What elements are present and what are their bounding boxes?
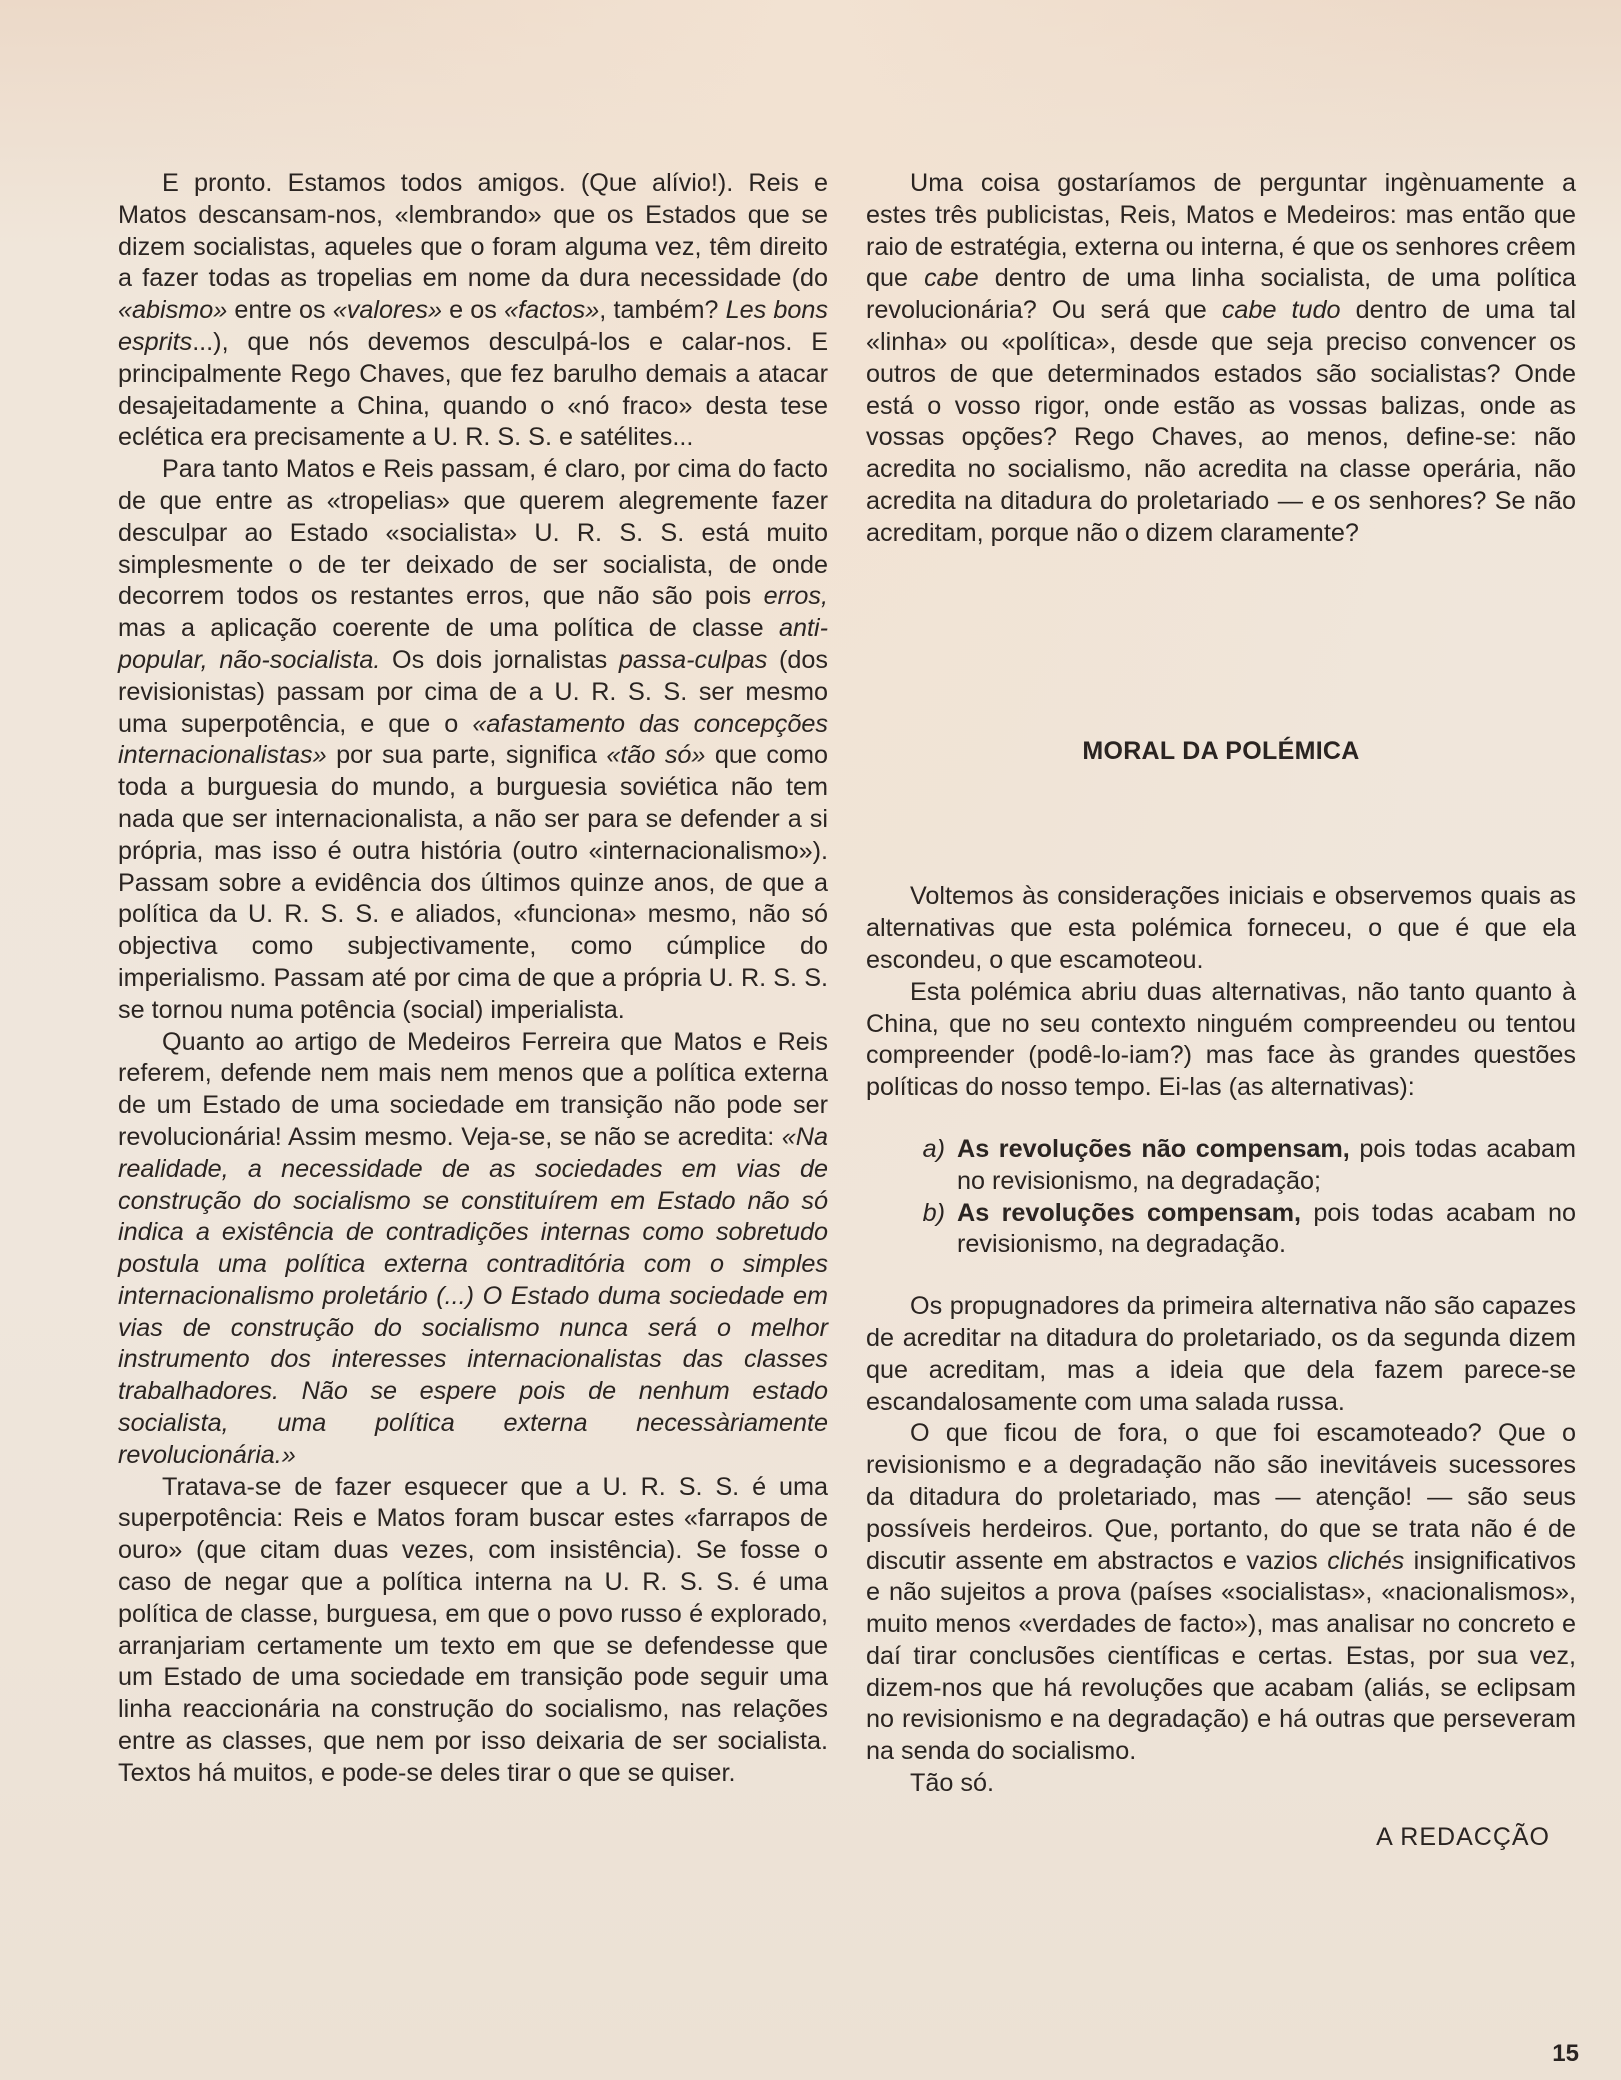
page-number: 15: [1552, 2040, 1579, 2067]
right-column: [866, 168, 1576, 1854]
alternatives-list: [866, 1134, 1576, 1261]
paragraph: Tratava-se de fazer esquecer que a U. R. S. S. é uma superpotência: Reis e Matos foram buscar estes «farrapos de ouro» (que citam duas vezes, com insistência). Se fosse o caso de negar que a política interna na U. R. S. S. é uma política de classe, burguesa, em que o povo russo é explorado, arranjariam certamente um texto em que se defendesse que um Estado de uma sociedade em transição pode seguir uma linha reaccionária na construção do socialismo, nas relações entre as classes, que nem por isso deixaria de ser socialista. Textos há muitos, e pode-se deles tirar o que se quiser.: [118, 1472, 828, 1787]
paragraph: O que ficou de fora, o que foi escamoteado? Que o revisionismo e a degradação não são inevitáveis sucessores da ditadura do proletariado, mas — atenção! — são seus possíveis herdeiros. Que, portanto, do que se trata não é de discutir assente em abstractos e vazios clichés insignificativos e não sujeitos a prova (países «socialistas», «nacionalismos», muito menos «verdades de facto»), mas analisar no concreto e daí tirar conclusões científicas e certas. Estas, por sua vez, dizem-nos que há revoluções que acabam (aliás, se eclipsam no revisionismo e na degradação) e há outras que perseveram na senda do socialismo.: [866, 1419, 1577, 1766]
list-text: As revoluções compensam, pois todas acabam no revisionismo, na degradação.: [957, 1198, 1576, 1259]
signature: A REDACÇÃO: [1376, 1822, 1550, 1851]
list-item: [866, 1134, 1576, 1198]
paragraph: Quanto ao artigo de Medeiros Ferreira que Matos e Reis referem, defende nem mais nem menos que a política externa de um Estado de uma sociedade em transição não pode ser revolucionária! Assim mesmo. Veja-se, se não se acredita: «Na realidade, a necessidade de as sociedades em vias de construção do socialismo se constituírem em Estado não só indica a existência de contradições internas como sobretudo postula uma política externa contraditória com o simples internacionalismo proletário (...) O Estado duma sociedade em vias de construção do socialismo nunca será o melhor instrumento dos interesses internacionalistas das classes trabalhadores. Não se espere pois de nenhum estado socialista, uma política externa necessàriamente revolucionária.»: [118, 1027, 828, 1469]
paragraph: Uma coisa gostaríamos de perguntar ingènuamente a estes três publicistas, Reis, Matos e Medeiros: mas então que raio de estratégia, externa ou interna, é que os senhores crêem que cabe dentro de uma linha socialista, de uma política revolucionária? Ou será que cabe tudo dentro de uma tal «linha» ou «política», desde que seja preciso convencer os outros de que determinados estados são socialistas? Onde está o vosso rigor, onde estão as vossas balizas, onde as vossas opções? Rego Chaves, ao menos, define-se: não acredita no socialismo, não acredita na classe operária, não acredita na ditadura do proletariado — e os senhores? Se não acreditam, porque não o dizem claramente?: [866, 169, 1576, 547]
paragraph: E pronto. Estamos todos amigos. (Que alívio!). Reis e Matos descansam-nos, «lembrando» que os Estados que se dizem socialistas, aqueles que o foram alguma vez, têm direito a fazer todas as tropelias em nome da dura necessidade (do «abismo» entre os «valores» e os «factos», também? Les bons esprits...), que nós devemos desculpá-los e calar-nos. E principalmente Rego Chaves, que fez barulho demais a atacar desajeitadamente a China, quando o «nó fraco» desta tese eclética era precisamente a U. R. S. S. e satélites...: [118, 169, 829, 452]
paragraph: Esta polémica abriu duas alternativas, não tanto quanto à China, que no seu contexto ninguém compreendeu ou tentou compreender (podê-lo-iam?) mas face às grandes questões políticas do nosso tempo. Ei-las (as alternativas):: [866, 977, 1576, 1102]
list-marker: b): [922, 1198, 945, 1227]
paragraph: Os propugnadores da primeira alternativa não são capazes de acreditar na ditadura do proletariado, os da segunda dizem que acreditam, mas a ideia que dela fazem parece-se escandalosamente com uma salada russa.: [866, 1292, 1576, 1416]
list-text: As revoluções não compensam, pois todas acabam no revisionismo, na degradação;: [957, 1134, 1576, 1195]
list-item: [866, 1198, 1576, 1262]
section-heading: MORAL DA POLÉMICA: [1082, 736, 1360, 765]
quotation: «Na realidade, a necessidade de as sociedades em vias de construção do socialismo se constituírem em Estado não só indica a existência de contradições internas como sobretudo postula uma política externa contraditória com o simples internacionalismo proletário (...) O Estado duma sociedade em vias de construção do socialismo nunca será o melhor instrumento dos interesses internacionalistas das classes trabalhadores. Não se espere pois de nenhum estado socialista, uma política externa necessàriamente revolucionária.»: [118, 1122, 828, 1469]
list-marker: a): [922, 1134, 945, 1163]
left-column: [118, 168, 828, 1790]
paragraph: Tão só.: [910, 1769, 994, 1798]
paragraph: Para tanto Matos e Reis passam, é claro, por cima do facto de que entre as «tropelias» que querem alegremente fazer desculpar ao Estado «socialista» U. R. S. S. está muito simplesmente o de ter deixado de ser socialista, de onde decorrem todos os restantes erros, que não são pois erros, mas a aplicação coerente de uma política de classe anti-popular, não-socialista. Os dois jornalistas passa-culpas (dos revisionistas) passam por cima de a U. R. S. S. ser mesmo uma superpotência, e que o «afastamento das concepções internacionalistas» por sua parte, significa «tão só» que como toda a burguesia do mundo, a burguesia soviética não tem nada que ser internacionalista, a não ser para se defender a si própria, mas isso é outra história (outro «internacionalismo»). Passam sobre a evidência dos últimos quinze anos, de que a política da U. R. S. S. e aliados, «funciona» mesmo, não só objectiva como subjectivamente, como cúmplice do imperialismo. Passam até por cima de que a própria U. R. S. S. se tornou numa potência (social) imperialista.: [118, 455, 829, 1024]
paragraph: Voltemos às considerações iniciais e observemos quais as alternativas que esta polémica forneceu, o que é que ela escondeu, o que escamoteou.: [866, 882, 1576, 974]
